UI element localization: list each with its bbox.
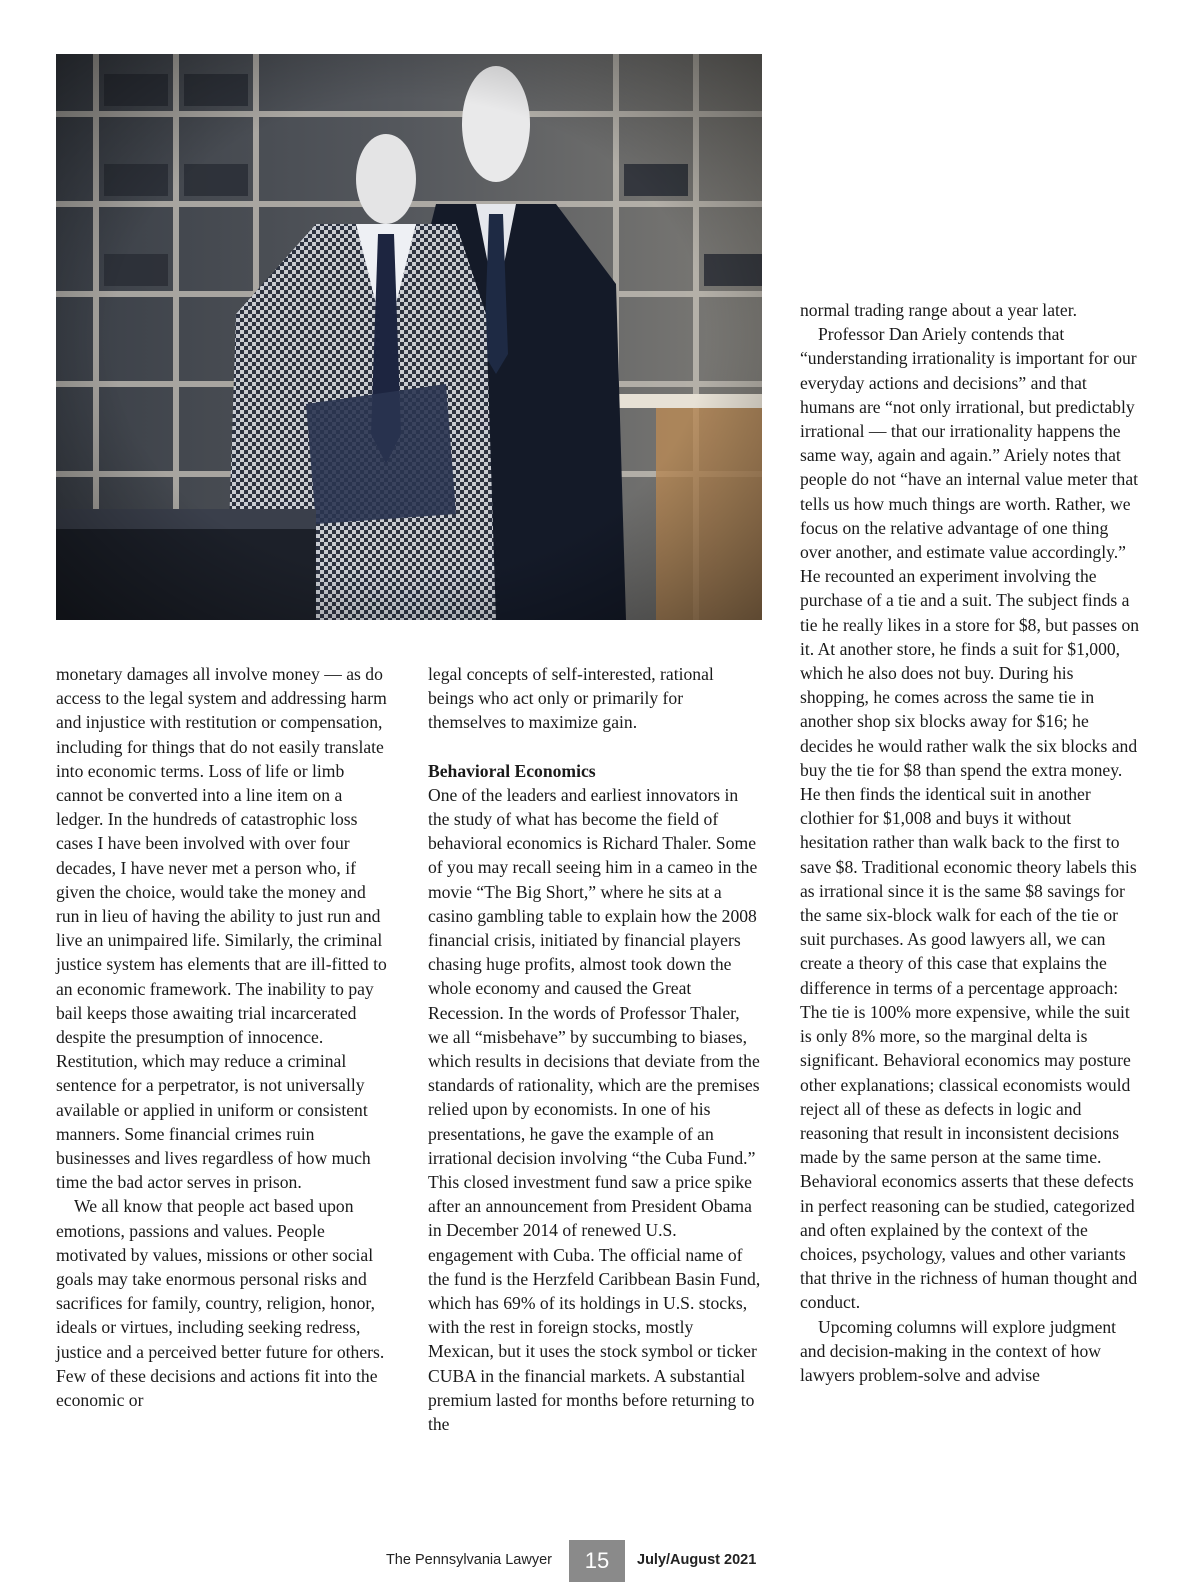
paragraph: We all know that people act based upon emotions, passions and values. People motivated by values, missions or other social goals may take enormous personal risks and sacrifices for family, country, religion, honor, ideals or virtues, including seeking redress, justice and a perceived better future for others. Few of these decisions and actions fit into the economic or (56, 1196, 385, 1411)
section-heading: Behavioral Economics (428, 760, 596, 781)
paragraph: legal concepts of self-interested, rational beings who act only or primarily for themselves to maximize gain. (428, 664, 714, 733)
article-column-1 (56, 662, 391, 1412)
paragraph: Professor Dan Ariely contends that “understanding irrationality is important for our everyday actions and decisions” and that humans are “not only irrational, but predictably irrational — that our irrationality happens the same way, again and again.” Ariely notes that people do not “have an internal value meter that tells us how much things are worth. Rather, we focus on the relative advantage of one thing over another, and estimate value accordingly.” He recounted an experiment involving the purchase of a tie and a suit. The subject finds a tie he really likes in a store for $8, but passes on it. At another store, he finds a suit for $1,000, which he also does not buy. During his shopping, he comes across the same tie in another shop six blocks away for $16; he decides he would rather walk the six blocks and buy the tie for $8 than spend the extra money. He then finds the identical suit in another clothier for $1,008 and buys it without hesitation rather than walk back to the first to save $8. Traditional economic theory labels this as irrational since it is the same $8 savings for the same six-block walk for each of the tie or suit purchases. As good lawyers all, we can create a theory of this case that explains the difference in terms of a percentage approach: The tie is 100% more expensive, while the suit is only 8% more, so the marginal delta is significant. Behavioral economics may posture other explanations; classical economists would reject all of these as defects in logic and reasoning that result in inconsistent decisions made by the same person at the same time. Behavioral economics asserts that these defects in perfect reasoning can be studied, categorized and often explained by the context of the choices, psychology, values and other variants that thrive in the richness of human thought and conduct. (800, 324, 1140, 1313)
paragraph: normal trading range about a year later. (800, 300, 1077, 320)
page-footer (0, 1540, 1200, 1582)
paragraph: monetary damages all involve money — as do access to the legal system and addressing harm and injustice with restitution or compensation, including for things that do not easily translate into economic terms. Loss of life or limb cannot be converted into a line item on a ledger. In the hundreds of catastrophic loss cases I have been involved with over four decades, I have never met a person who, if given the choice, would take the money and run in lieu of having the ability to just run and live an unimpaired life. Similarly, the criminal justice system has elements that are ill-fitted to an economic framework. The inability to pay bail keeps those awaiting trial incarcerated despite the presumption of innocence. Restitution, which may reduce a criminal sentence for a perpetrator, is not universally available or applied in uniform or consistent manners. Some financial crimes ruin businesses and lives regardless of how much time the bad actor serves in prison. (56, 664, 387, 1193)
publication-name: The Pennsylvania Lawyer (385, 1552, 552, 1568)
paragraph: Upcoming columns will explore judgment and decision-making in the context of how lawyers problem-solve and advise (800, 1316, 1117, 1385)
mannequin-suits-photo (56, 54, 762, 620)
issue-date: July/August 2021 (637, 1552, 757, 1568)
article-column-2 (428, 662, 763, 1436)
article-column-3 (800, 298, 1140, 1387)
page-number: 15 (569, 1540, 625, 1582)
photo-illustration (56, 54, 762, 620)
paragraph: One of the leaders and earliest innovators in the study of what has become the field of behavioral economics is Richard Thaler. Some of you may recall seeing him in a cameo in the movie “The Big Short,” where he sits at a casino gambling table to explain how the 2008 financial crisis, initiated by financial players chasing huge profits, almost took down the whole economy and caused the Great Recession. In the words of Professor Thaler, we all “misbehave” by succumbing to biases, which results in decisions that deviate from the standards of rationality, which are the premises relied upon by economists. In one of his presentations, he gave the example of an irrational decision involving “the Cuba Fund.” This closed investment fund saw a price spike after an announcement from President Obama in December 2014 of renewed U.S. engagement with Cuba. The official name of the fund is the Herzfeld Caribbean Basin Fund, which has 69% of its holdings in U.S. stocks, with the rest in foreign stocks, mostly Mexican, but it uses the stock symbol or ticker CUBA in the financial markets. A substantial premium lasted for months before returning to the (428, 784, 761, 1435)
